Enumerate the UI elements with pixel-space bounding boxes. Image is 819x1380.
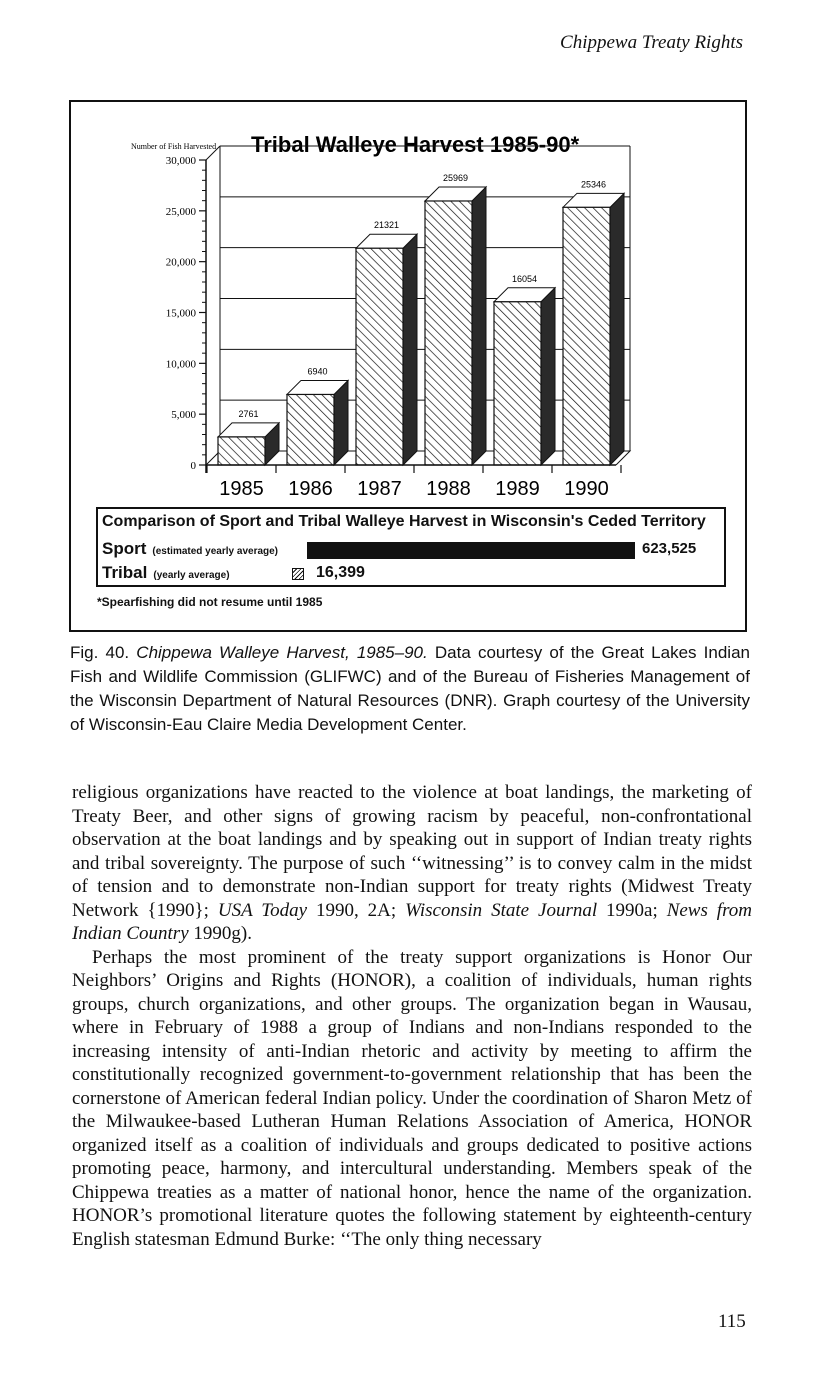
bar-value-label: 6940	[307, 366, 328, 377]
y-tick-label: 15,000	[165, 307, 196, 320]
paragraph: Perhaps the most prominent of the treaty support organizations is Honor Our Neighbors’ Origins and Rights (HONOR), a coalition of individuals, human rights groups, church organizations, and other groups. The organization began in Wausau, where in February of 1988 a group of Indians and non-Indians responded to the increasing intensity of anti-Indian rhetoric and activity by meeting to affirm the constitutionally recognized government-to-government relationship that has been the cornerstone of American federal Indian policy. Under the coordination of Sharon Metz of the Milwaukee-based Lutheran Human Relations Association of America, HONOR organized itself as a coalition of individuals and groups dedicated to positive actions promoting peace, harmony, and intercultural understanding. Members speak of the Chippewa treaties as a matter of national honor, hence the name of the organization. HONOR’s promotional literature quotes the following statement by eighteenth-century English statesman Edmund Burke: ‘‘The only thing necessary	[72, 946, 752, 1250]
x-tick-label: 1986	[288, 478, 333, 500]
y-tick-label: 25,000	[165, 205, 196, 218]
y-tick-label: 30,000	[165, 155, 196, 167]
bar-side	[403, 234, 417, 465]
comparison-box	[96, 507, 726, 587]
bar	[218, 437, 265, 465]
bar-side	[541, 288, 555, 465]
bar-value-label: 21321	[373, 220, 400, 231]
bar	[356, 248, 403, 465]
bar-value-label: 25346	[580, 179, 607, 190]
sport-bar	[307, 542, 635, 559]
citation-title: Wisconsin State Journal	[405, 899, 598, 921]
figure-caption	[70, 641, 750, 737]
page-number: 115	[718, 1311, 746, 1332]
caption-text: Data courtesy of the Great Lakes Indian Fish and Wildlife Commission (GLIFWC) and of the Bureau of Fisheries Management of the Wisconsin Department of Natural Resources (DNR). Graph courtesy of the University of Wisconsin-Eau Claire Media Development Center.	[70, 643, 750, 734]
paragraph	[72, 781, 752, 946]
tribal-label-text: Tribal	[102, 563, 148, 582]
text-run: 1990g).	[188, 923, 252, 944]
body-text	[72, 781, 752, 1251]
bar	[494, 302, 541, 465]
x-tick-label: 1985	[219, 478, 264, 500]
comparison-title: Comparison of Sport and Tribal Walleye Harvest in Wisconsin's Ceded Territory	[102, 513, 706, 530]
tribal-value: 16,399	[316, 564, 365, 581]
x-tick-label: 1988	[426, 478, 471, 500]
running-header: Chippewa Treaty Rights	[560, 32, 743, 53]
caption-title: Chippewa Walleye Harvest, 1985–90.	[136, 643, 428, 662]
citation-title: News from Indian Country	[72, 899, 752, 944]
y-tick-label: 20,000	[165, 256, 196, 269]
x-tick-label: 1989	[495, 478, 540, 500]
bar-chart	[71, 102, 745, 502]
bar-value-label: 2761	[238, 408, 259, 419]
citation-title: USA Today	[217, 899, 308, 921]
chart-title: Tribal Walleye Harvest 1985-90*	[251, 132, 580, 157]
y-tick-label: 10,000	[165, 358, 196, 371]
bar	[425, 201, 472, 465]
figure-frame	[69, 100, 747, 632]
bar-side	[610, 193, 624, 465]
tribal-bar	[292, 568, 304, 580]
bar	[563, 207, 610, 465]
sport-value: 623,525	[642, 540, 697, 557]
text-run: 1990, 2A;	[307, 899, 406, 921]
y-tick-label: 0	[190, 460, 196, 472]
sport-label-text: Sport	[102, 539, 147, 558]
x-tick-label: 1990	[564, 478, 609, 500]
bar-side	[472, 187, 486, 465]
text-run: 1990a;	[597, 899, 667, 921]
bar-side	[334, 380, 348, 465]
caption-prefix: Fig. 40.	[70, 643, 137, 662]
bar-value-label: 16054	[511, 273, 538, 284]
x-tick-label: 1987	[357, 478, 402, 500]
y-tick-label: 5,000	[171, 409, 196, 422]
tribal-note: (yearly average)	[153, 570, 230, 581]
bar	[287, 394, 334, 465]
sport-label	[102, 539, 278, 559]
tribal-label	[102, 563, 230, 583]
text-run: religious organizations have reacted to the violence at boat landings, the marketing of Treaty Beer, and other signs of growing racism by peaceful, non-confrontational observation at the boat landings and by speaking out in support of Indian treaty rights and tribal sovereignty. The purpose of such ‘‘witnessing’’ is to convey calm in the midst of tension and to demonstrate non-Indian support for treaty rights (Midwest Treaty Network {1990};	[72, 782, 752, 921]
bar-value-label: 25969	[442, 172, 469, 183]
chart-footnote: *Spearfishing did not resume until 1985	[97, 595, 323, 609]
y-axis-label: Number of Fish Harvested	[131, 142, 217, 151]
sport-note: (estimated yearly average)	[152, 546, 279, 557]
